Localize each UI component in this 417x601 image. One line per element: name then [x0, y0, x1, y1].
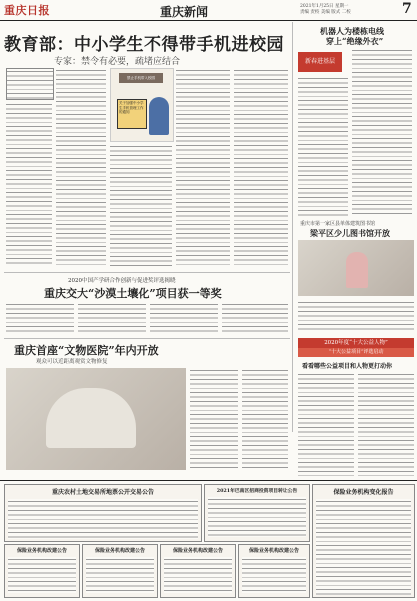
cartoon-figure [149, 97, 169, 135]
child-figure [346, 252, 368, 288]
story2-col4 [222, 302, 288, 334]
ad-title: 保险业务机构改建公告 [248, 548, 299, 554]
ad-box-insurance-2 [82, 544, 158, 598]
museum-building-photo [6, 368, 186, 470]
story2-col3 [150, 302, 218, 334]
building-shape [46, 388, 136, 448]
sidebar-c-col2 [358, 372, 414, 476]
lead-body-col5 [234, 68, 288, 267]
ad-box-insurance-change [312, 484, 415, 598]
lead-body-col2 [56, 68, 106, 267]
story3-headline: 重庆首座“文物医院”年内开放 [14, 344, 159, 357]
ad-box-land [4, 484, 202, 542]
sidebar-c-headline: 看看哪些公益项目和人物更打动你 [302, 363, 393, 370]
lead-summary-box [6, 68, 54, 100]
lead-cartoon-image [110, 68, 174, 142]
ad-body [8, 557, 76, 593]
section-name: 重庆新闻 [160, 5, 209, 19]
ad-box-insurance-1 [4, 544, 80, 598]
sidebar-a-col1 [298, 76, 348, 216]
ad-body [316, 499, 411, 595]
meta-line: 2021年1月25日 星期一 [300, 4, 349, 9]
sidebar-a-headline: 机器人为楼栋电线 [320, 26, 384, 36]
ad-title: 2021年巴南区招商投资项目转让公告 [216, 488, 298, 494]
cartoon-sign: 禁止手机带入校园 [119, 73, 163, 83]
masthead-meta [300, 4, 398, 15]
lead-body-col4 [176, 68, 230, 267]
story3-col1 [190, 368, 238, 470]
sidebar-a-headline-2: 穿上“绝缘外衣” [326, 36, 384, 46]
newspaper-logo: 重庆日报 [4, 4, 50, 17]
divider [4, 338, 290, 339]
ad-title: 保险业务机构改建公告 [16, 548, 67, 554]
story2-headline: 重庆交大“沙漠土壤化”项目获一等奖 [44, 287, 222, 300]
lead-body-col3 [110, 144, 172, 267]
lead-subheadline: 专家：禁令有必要，疏堵应结合 [54, 57, 181, 67]
story3-col2 [242, 368, 288, 470]
sidebar-b-body [298, 300, 414, 332]
sidebar-b-kicker: 重庆市第一家区县单体建筑图书馆 [300, 221, 376, 227]
ad-title: 保险业务机构变化报告 [333, 489, 394, 496]
page-number: 7 [402, 1, 412, 17]
cartoon-caption: 关于加强中小学生手机管理工作的通知 [117, 99, 147, 129]
ad-body [8, 499, 198, 539]
ad-title: 保险业务机构改建公告 [94, 548, 145, 554]
ad-box-transfer [204, 484, 310, 542]
ad-body [164, 557, 232, 593]
sidebar-a-col2 [352, 48, 412, 216]
lead-headline: 教育部：中小学生不得带手机进校园 [4, 35, 284, 55]
awards-banner-2: “十大公益项目”评选启动 [298, 348, 414, 357]
awards-banner: 2020年度“十大公益人物” [298, 338, 414, 348]
ad-title: 保险业务机构改建公告 [172, 548, 223, 554]
story3-subheadline: 观众可以近距离观赏文物修复 [36, 359, 108, 365]
ad-box-insurance-3 [160, 544, 236, 598]
story2-kicker: 2020中国产学研合作创新与促进奖评选揭晓 [68, 278, 176, 284]
story2-col1 [6, 302, 74, 334]
story2-col2 [78, 302, 146, 334]
ad-box-insurance-4 [238, 544, 310, 598]
ad-body [86, 557, 154, 593]
ad-body [242, 557, 306, 593]
sidebar-b-headline: 梁平区少儿图书馆开放 [310, 228, 390, 238]
meta-line: 责编 责校 美编 版式 二校 [300, 9, 351, 15]
divider [4, 272, 290, 273]
sidebar-c-col1 [298, 372, 354, 476]
library-photo [298, 240, 414, 296]
section-badge: 新春进基层 [298, 52, 342, 72]
lead-body-col1 [6, 102, 52, 267]
ad-title: 重庆农村土地交易所地票公开交易公告 [51, 489, 154, 496]
ad-body [208, 497, 306, 537]
